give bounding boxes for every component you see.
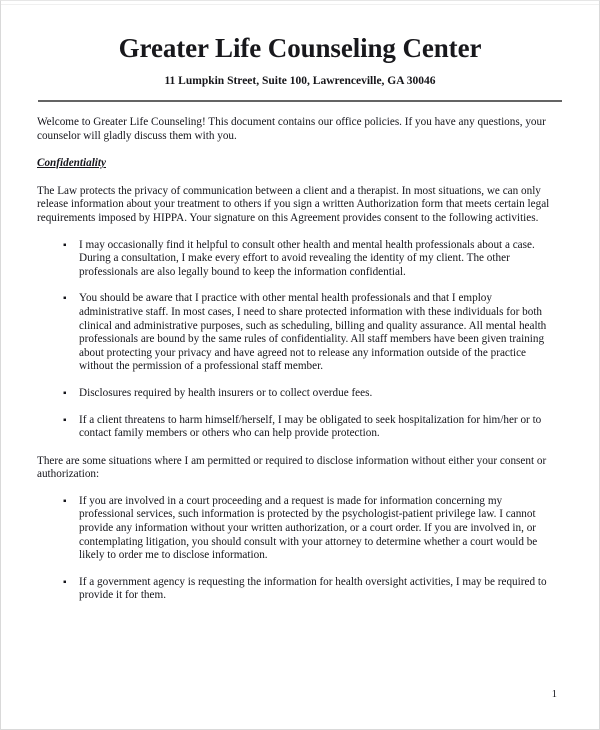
- section-heading-confidentiality: Confidentiality: [37, 157, 106, 170]
- office-address: 11 Lumpkin Street, Suite 100, Lawrenceville, GA 30046: [164, 75, 436, 87]
- list-item: [37, 482, 563, 563]
- bullet-icon: ▪: [63, 495, 67, 507]
- list-item-text: Disclosures required by health insurers or to collect overdue fees.: [79, 386, 373, 399]
- bullet-icon: ▪: [63, 239, 67, 251]
- list-item: [37, 226, 563, 280]
- bullet-icon: ▪: [63, 293, 67, 305]
- list-item: [37, 401, 563, 441]
- list-item: [37, 563, 563, 603]
- bullet-icon: ▪: [63, 576, 67, 588]
- bullet-icon: ▪: [63, 414, 67, 426]
- disclosure-bullet-list: [37, 482, 563, 603]
- list-item-text: If a government agency is requesting the information for health oversight activities, I may be required to provide it for them.: [79, 575, 547, 602]
- list-item: [37, 374, 563, 401]
- confidentiality-bullet-list: [37, 226, 563, 441]
- list-item: [37, 279, 563, 374]
- list-item-text: You should be aware that I practice with other mental health professionals and that I employ administrative staff. In most cases, I need to share protected information with these individuals for both clinical and administrative purposes, such as scheduling, billing and quality assurance. All mental health professionals are bound by the same rules of confidentiality. All staff members have been given training about protecting your privacy and have agreed not to release any information outside of the practice without the permission of a professional staff member.: [79, 292, 547, 373]
- confidentiality-paragraph: The Law protects the privacy of communication between a client and a therapist. In most situations, we can only release information about your treatment to others if you sign a written Authorization form that meets certain legal requirements imposed by HIPPA. Your signature on this Agreement provides consent to the following activities.: [37, 184, 550, 224]
- disclosure-paragraph: There are some situations where I am permitted or required to disclose information without either your consent or authorization:: [37, 454, 547, 481]
- bullet-icon: ▪: [63, 387, 67, 399]
- page-number: 1: [551, 689, 557, 700]
- intro-paragraph: Welcome to Greater Life Counseling! This document contains our office policies. If you have any questions, your counselor will gladly discuss them with you.: [37, 116, 546, 142]
- page-sheet: [1, 1, 599, 729]
- list-item-text: If a client threatens to harm himself/herself, I may be obligated to seek hospitalization for him/her or to contact family members or others who can help provide protection.: [79, 413, 542, 440]
- list-item-text: If you are involved in a court proceeding and a request is made for information concerning my professional services, such information is protected by the psychologist-patient privilege law. I cannot provide any information without your written authorization, or a court order. If you are involved in, or contemplating litigation, you should consult with your attorney to determine whether a court would be likely to order me to disclose information.: [79, 494, 538, 562]
- list-item-text: I may occasionally find it helpful to consult other health and mental health professionals about a case. During a consultation, I make every effort to avoid revealing the identity of my client. The other professionals are also legally bound to keep the information confidential.: [79, 238, 535, 278]
- page-title: Greater Life Counseling Center: [118, 33, 482, 63]
